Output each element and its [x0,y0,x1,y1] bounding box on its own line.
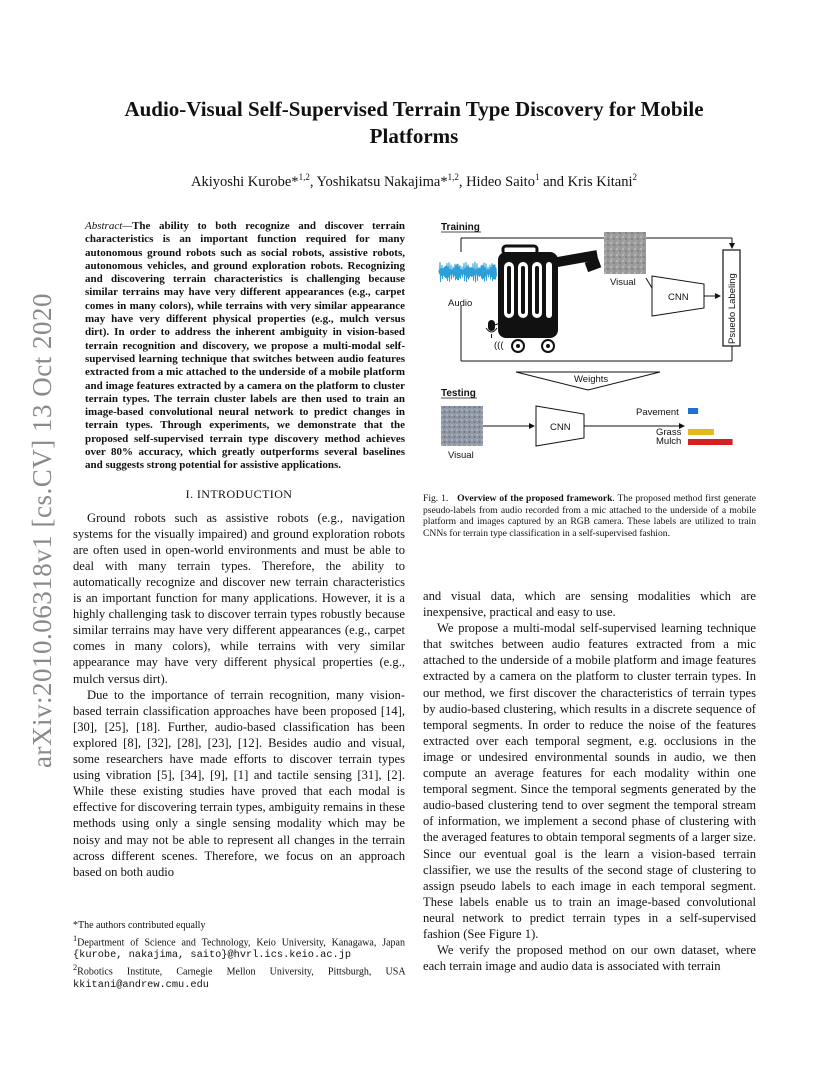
bar-mulch [688,439,733,445]
audio-label: Audio [448,298,473,309]
terrain-image-test [441,406,483,446]
footnote-affiliation-1: $^1$Department of Science and Technology, Keio University, Kanagawa, Japan {kurobe, nakajima, saito}@hvrl.ics.keio.ac.jp [73,934,405,962]
footnote-email-1[interactable]: {kurobe, nakajima, saito}@hvrl.ics.keio.ac.jp [73,949,352,962]
framework-diagram [436,218,756,468]
caption-label: Fig. 1. [423,493,449,504]
cnn-block-train [652,276,704,316]
right-paragraph-3: We verify the proposed method on our own dataset, where each terrain image and audio data is associated with terrain [423,943,756,974]
left-column [73,220,405,880]
section-heading: I. INTRODUCTION [185,486,293,501]
right-column [423,588,756,974]
svg-text:Weights: Weights [574,374,609,385]
testing-label: Testing [441,388,476,399]
prediction-bars [688,408,733,445]
mobile-platform-icon [498,246,598,352]
figure-caption [423,493,756,539]
abstract [85,220,405,473]
abstract-lead: Abstract— [85,220,133,232]
output-label-mulch: Mulch [656,436,682,447]
svg-text:CNN: CNN [668,292,689,303]
footnotes [73,920,405,992]
bar-pavement [688,408,698,414]
pseudo-labeling-block [723,250,740,346]
weights-arrow [516,372,660,390]
svg-text:(((: ((( [494,340,504,351]
paper-title: Audio-Visual Self-Supervised Terrain Type Discovery for Mobile Platforms [124,97,704,148]
author-1: Akiyoshi Kurobe*$^{1,2}$, [191,172,317,190]
svg-text:CNN: CNN [550,422,571,433]
arxiv-sidebar [22,290,62,770]
right-paragraph-2: We propose a multi-modal self-supervised learning technique that switches between audio features extracted from a mic attached to the underside of a mobile platform and image features extracted by a camera on the platform to cluster terrain types. In our method, we first discover the characteristics of terrain types by audio-based clustering, which results in a discrete sequence of temporal segments. In order to reduce the noise of the features extracted over each temporal segment, e.g. occlusions in the image or undesired environmental sounds in audio, we then compute an average features for each modality within one temporal segment. Since the temporal segments generated by the audio-based clustering tend to over segment the temporal stream of information, we implement a second phase of clustering with the averaged features to obtain temporal segments of a larger size. Since our eventual goal is the learn a vision-based terrain classifier, we use the results of the second stage of clustering to assign pseudo labels to each image in each temporal segment. These labels enable us to train an image-based convolutional neural network to predict terrain types in a self-supervised fashion (See Figure 1). [423,621,757,941]
author-2: Yoshikatsu Nakajima*$^{1,2}$, [316,172,467,190]
author-list [80,172,748,191]
bar-grass [688,429,714,435]
terrain-image-train [604,232,646,274]
visual-label-bottom: Visual [448,450,474,461]
audio-waveform [439,262,497,283]
arxiv-id: arXiv:2010.06318v1 [cs.CV] 13 Oct 2020 [26,292,57,768]
author-3: Hideo Saito$^1$ and [466,172,568,190]
caption-text: . The proposed method first generate pseudo-labels from audio recorded from a mic attached to the underside of a mobile platform and images captured by an RGB camera. These labels are utilized to train CNNs for terrain type classification in a self-supervised fashion. [423,493,757,539]
visual-label-top: Visual [610,277,636,288]
cnn-block-test [536,406,584,446]
intro-paragraph-2: Due to the importance of terrain recognition, many vision-based terrain classification approaches have been proposed [14], [30], [25], [18]. Further, audio-based classification has been explored [8], [32], [28], [23], [12]. Besides audio and visual, some researchers have made efforts to discover terrain types using vibration [5], [34], [9], [1] and tactile sensing [31], [2]. While these existing studies have proved that each modal is effective for discovering terrain types, ambiguity remains in these methods using only a single sensing modality which may be noisy and may not be able to represent all changes in the terrain across different scenes. Therefore, we focus on an approach based on both audio [73,687,405,879]
author-4: Kris Kitani$^2$ [567,172,637,190]
output-label-grass: Grass [656,427,682,438]
caption-bold: Overview of the proposed framework [457,493,613,504]
footnote-affiliation-2: $^2$Robotics Institute, Carnegie Mellon University, Pittsburgh, USA kkitani@andrew.cmu.edu [73,963,405,991]
intro-paragraph-1: Ground robots such as assistive robots (e.g., navigation systems for the visually impaired) and ground exploration robots are often used in open-world environments and must be able to deal with many terrain types. Therefore, the ability to automatically recognize and discover new terrain characteristics is an important function for many applications. However, it is a highly challenging task to discover terrain types robustly because similar terrains may have very different appearances (e.g., carpet comes in many colors), while terrains with very similar appearance may have very different physical properties (e.g., mulch versus dirt). [73,510,405,686]
right-paragraph-1: and visual data, which are sensing modalities which are inexpensive, practical and easy to use. [423,589,756,620]
svg-text:Psuedo Labeling: Psuedo Labeling [727,273,738,344]
overview-figure [436,218,756,468]
training-label: Training [441,222,480,233]
footnote-equal: *The authors contributed equally [73,920,206,931]
abstract-body: The ability to both recognize and discover terrain characteristics is an important function required for many autonomous ground robots such as social robots, assistive robots, autonomous vehicles, and ground exploration robots. Recognizing and discovering terrain characteristics is challenging because similar terrains may have very different appearances (e.g., carpet comes in many colors), while terrains with very similar appearance may have very different physical properties (e.g., mulch versus dirt). In order to address the inherent ambiguity in vision-based terrain recognition and discovery, we propose a multi-modal self-supervised learning technique that switches between audio features extracted from a mic attached to the underside of a mobile platform and image features extracted by a camera on the platform to cluster terrain types. The terrain cluster labels are then used to train an image-based convolutional neural network to predict changes in terrain types. Through experiments, we demonstrate that the proposed self-supervised terrain type discovery method achieves over 80% accuracy, which greatly outperforms several baselines and suggests strong potential for assistive applications. [85,220,405,472]
footnote-email-2[interactable]: kkitani@andrew.cmu.edu [73,978,209,991]
output-label-pavement: Pavement [636,407,679,418]
